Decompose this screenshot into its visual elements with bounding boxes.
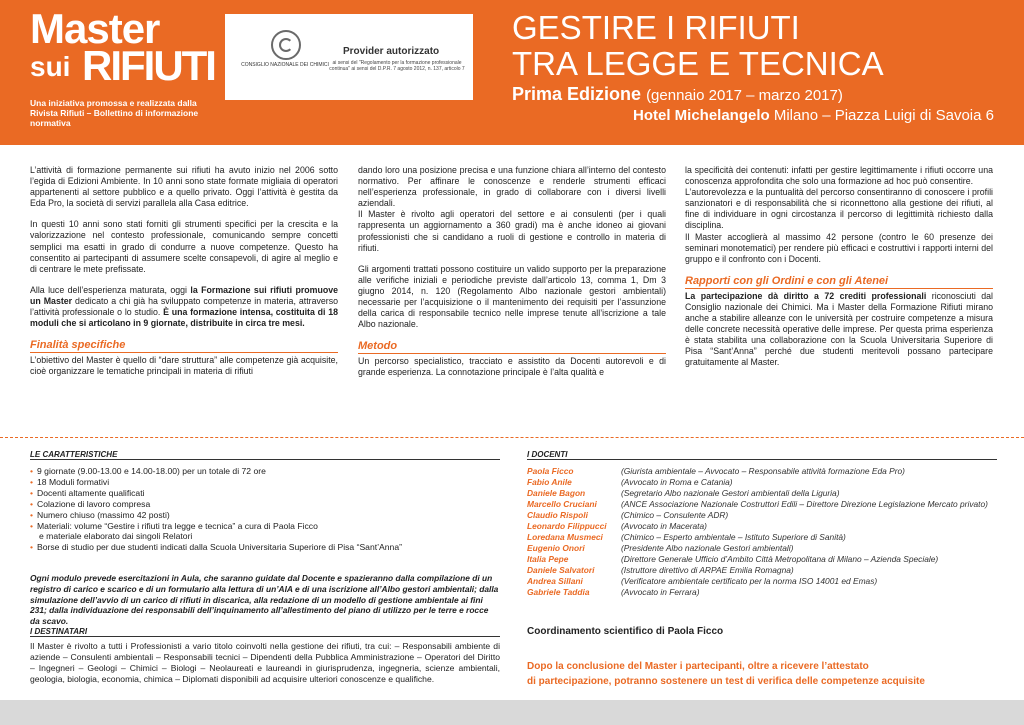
coordinamento-line: Coordinamento scientifico di Paola Ficco [527, 626, 724, 637]
docente-role: (ANCE Associazione Nazionale Costruttori Edili – Direttore Direzione Legislazione Mercato privato) [621, 499, 988, 509]
edition-dates: (gennaio 2017 – marzo 2017) [646, 87, 843, 104]
provider-subtitle: ai sensi del "Regolamento per la formazione professionale continua" ai sensi del D.P.R. 7 agosto 2012, n. 137, articolo 7 [329, 60, 465, 72]
paragraph: L’attività di formazione permanente sui rifiuti ha avuto inizio nel 2006 sotto l’egida di Edizioni Ambiente. In 10 anni sono state formate migliaia di operatori appartenenti al settore pubblico e a quello privato. Oggi l’attività è gestita da Eda Pro, la società di servizi parallela alla Casa editrice. [30, 165, 338, 209]
paragraph: Il Master è rivolto agli operatori del settore e ai consulenti (per i quali rappresenta un aggiornamento a 360 gradi) ma è anche idoneo ai giovani professionisti che si candidano a ruoli di gestione e controllo in materia di rifiuti. [358, 209, 666, 253]
paragraph: In questi 10 anni sono stati forniti gli strumenti specifici per la crescita e la valorizzazione nel contesto professionale, comunicando sempre concetti semplici ma esatti in grado di condurre a nuove competenze. Questo ha consentito ai partecipanti di assumere scelte consapevoli, di agire al meglio e di centrare le mete prefissate. [30, 219, 338, 274]
logo-master: Master [30, 5, 160, 52]
footer-band [0, 700, 1024, 725]
docente-name: Andrea Sillani [527, 576, 583, 586]
section-heading-finalita: Finalità specifiche [30, 339, 338, 353]
provider-title: Provider autorizzato [343, 46, 440, 57]
final-note-line1: Dopo la conclusione del Master i partecipanti, oltre a ricevere l’attestato [527, 661, 869, 672]
docente-name: Daniele Salvatori [527, 565, 595, 575]
paragraph [685, 291, 993, 369]
edition-line [512, 84, 843, 106]
list-item: • Colazione di lavoro compresa [30, 499, 500, 510]
paragraph: Il Master accoglierà al massimo 42 persone (contro le 60 presenze dei seminari monotematici) per rendere più efficaci e costruttivi i rapporti interni del gruppo e il confronto con i Docenti. [685, 231, 993, 264]
final-note [527, 659, 987, 689]
list-item-continuation: e materiale elaborato dai singoli Relatori [39, 531, 193, 542]
cnc-seal-icon [271, 30, 301, 60]
section-divider [0, 437, 1024, 438]
docente-name: Italia Pepe [527, 554, 569, 564]
list-item: • 9 giornate (9.00-13.00 e 14.00-18.00) per un totale di 72 ore [30, 466, 500, 477]
edition-label: Prima Edizione [512, 84, 642, 104]
hotel-name: Hotel Michelangelo [633, 107, 770, 124]
docente-role: (Avvocato in Ferrara) [621, 587, 700, 597]
provider-box [225, 14, 473, 100]
docente-role: (Direttore Generale Ufficio d’Ambito Città Metropolitana di Milano – Azienda Speciale) [621, 554, 939, 564]
highlight-text: La partecipazione dà diritto a 72 crediti professionali [685, 290, 927, 301]
destinatari-text: Il Master è rivolto a tutti i Professionisti a vario titolo coinvolti nella gestione dei rifiuti, tra cui: – Responsabili ambiente di aziende – Consulenti ambientali – Responsabili tecnici – Dipendenti della Pubblica Amministrazione – Operatori del Diritto – Ingegneri – Geologi – Chimici – Biologi – Neolaureati e laureandi in giurisprudenza, ingegneria, scienze ambientali, geologia, biologia, economia, chimica – Diplomati disponibili ad acquisire ulteriori conoscenze e qualifiche. [30, 641, 500, 684]
docente-name: Daniele Bagon [527, 488, 586, 498]
main-title-line2: TRA LEGGE E TECNICA [512, 45, 884, 82]
caratteristiche-list [30, 466, 500, 553]
paragraph-part: dedicato a chi già ha sviluppato competenze in materia, attraverso l’attività professionale o lo studio. [30, 295, 338, 318]
docente-role: (Presidente Albo nazionale Gestori ambientali) [621, 543, 794, 553]
logo-tagline: Una iniziativa promossa e realizzata dalla Rivista Rifiuti – Bollettino di informazione normativa [30, 98, 199, 128]
docente-role: (Istruttore direttivo di ARPAE Emilia Romagna) [621, 565, 794, 575]
logo-sui: sui [30, 51, 71, 82]
list-item: • 18 Moduli formativi [30, 477, 500, 488]
paragraph: L’obiettivo del Master è quello di “dare struttura” alle competenze già acquisite, cioè organizzare le tematiche principali in materia di rifiuti [30, 355, 338, 377]
highlight-text: È una formazione intensa, costituita di 18 moduli che si articolano in 9 giornate, distribuite in circa tre mesi. [30, 307, 338, 329]
modules-note: Ogni modulo prevede esercitazioni in Aula, che saranno guidate dal Docente e spazieranno dalla compilazione di un registro di carico e scarico e di un formulario alla lettura di un’AIA e di una iscrizione all’Albo gestori ambientali; dalla simulazione dell’avvio di un carico di rifiuti in discarica, alla redazione di un modello di gestione ambientale ai fini 231; dalla individuazione dei responsabili dell’inquinamento all’allestimento del piano di utilizzo per le terre e rocce da scavo. [30, 573, 499, 627]
docente-name: Paola Ficco [527, 466, 574, 476]
docente-name: Eugenio Onori [527, 543, 585, 553]
list-item: • Materiali: volume “Gestire i rifiuti tra legge e tecnica” a cura di Paola Ficco [30, 521, 500, 532]
destinatari-heading: I DESTINATARI [30, 627, 500, 637]
list-item: • Numero chiuso (massimo 42 posti) [30, 510, 500, 521]
list-item: • Docenti altamente qualificati [30, 488, 500, 499]
highlight-text: la Formazione sui rifiuti promuove un Master [30, 284, 338, 306]
docente-role: (Chimico – Esperto ambientale – Istituto Superiore di Sanità) [621, 532, 846, 542]
paragraph [30, 285, 338, 329]
text-column-3 [685, 165, 993, 379]
list-item: • Borse di studio per due studenti indicati dalla Scuola Universitaria Superiore di Pisa “Sant’Anna” [30, 542, 500, 553]
venue-line [633, 107, 994, 125]
docente-role: (Avvocato in Macerata) [621, 521, 707, 531]
header-band [0, 0, 1024, 145]
docente-role: (Verificatore ambientale certificato per la norma ISO 14001 ed Emas) [621, 576, 878, 586]
text-column-2 [358, 165, 666, 389]
docente-role: (Segretario Albo nazionale Gestori ambientali della Liguria) [621, 488, 840, 498]
docente-name: Fabio Anile [527, 477, 572, 487]
main-title-line1: GESTIRE I RIFIUTI [512, 9, 800, 46]
caratteristiche-heading: LE CARATTERISTICHE [30, 450, 500, 460]
docente-name: Gabriele Taddia [527, 587, 590, 597]
paragraph: L’autorevolezza e la puntualità del percorso consentiranno di conoscere i profili sanzionatori e di responsabilità che si riconnettono alla gestione dei rifiuti, al fine di individuare in ogni circostanza il percorso di legittimità richiesto dalla disciplina. [685, 187, 993, 231]
docente-name: Marcello Cruciani [527, 499, 597, 509]
paragraph: la specificità dei contenuti: infatti per gestire legittimamente i rifiuti occorre una conoscenza approfondita che solo una formazione ad hoc può consentire. [685, 165, 993, 187]
paragraph-part: Alla luce dell’esperienza maturata, oggi [30, 284, 191, 295]
docente-role: (Chimico – Consulente ADR) [621, 510, 729, 520]
docente-role: (Avvocato in Roma e Catania) [621, 477, 733, 487]
paragraph: Un percorso specialistico, tracciato e assistito da Docenti autorevoli e di grande esperienza. La connotazione principale è l’alta qualità e [358, 356, 666, 378]
docente-name: Loredana Musmeci [527, 532, 603, 542]
hotel-address: Milano – Piazza Luigi di Savoia 6 [773, 107, 994, 124]
logo-rifiuti: RIFIUTI [82, 42, 215, 89]
section-heading-metodo: Metodo [358, 340, 666, 354]
paragraph-part: riconosciuti dal Consiglio nazionale dei Chimici. Ma i Master della Formazione Rifiuti mirano anche a stabilire alleanze con le università per costruire competenze a misura delle concrete necessità operative delle imprese. Per questa prima esperienza è stata stabilita una collaborazione con la Scuola Universitaria Superiore di Pisa “Sant’Anna” perché due studenti meritevoli possano partecipare gratuitamente al Master. [685, 290, 993, 368]
docente-role: (Giurista ambientale – Avvocato – Responsabile attività formazione Eda Pro) [621, 466, 905, 476]
paragraph: Gli argomenti trattati possono costituire un valido supporto per la preparazione alle verifiche iniziali e periodiche previste dall’articolo 13, comma 1, Dm 3 giugno 2014, n. 120 (Regolamento Albo nazionale gestori ambientali) necessarie per l’acquisizione o il mantenimento dei requisiti per l’assunzione della carica di responsabile tecnico nelle imprese tenute all’iscrizione a tale Albo nazionale. [358, 263, 666, 330]
paragraph: dando loro una posizione precisa e una funzione chiara all’interno del contesto normativo. Per affinare le conoscenze e renderle strumenti efficaci nell’esperienza professionale, in grado di collaborare con i diversi livelli aziendali. [358, 165, 666, 209]
docenti-heading: I DOCENTI [527, 450, 997, 460]
section-heading-rapporti: Rapporti con gli Ordini e con gli Atenei [685, 275, 993, 289]
text-column-1 [30, 165, 338, 387]
docente-name: Leonardo Filippucci [527, 521, 607, 531]
final-note-line2: di partecipazione, potranno sostenere un test di verifica delle competenze acquisite [527, 676, 925, 687]
provider-org: CONSIGLIO NAZIONALE DEI CHIMICI [241, 62, 329, 68]
docente-name: Claudio Rispoli [527, 510, 588, 520]
